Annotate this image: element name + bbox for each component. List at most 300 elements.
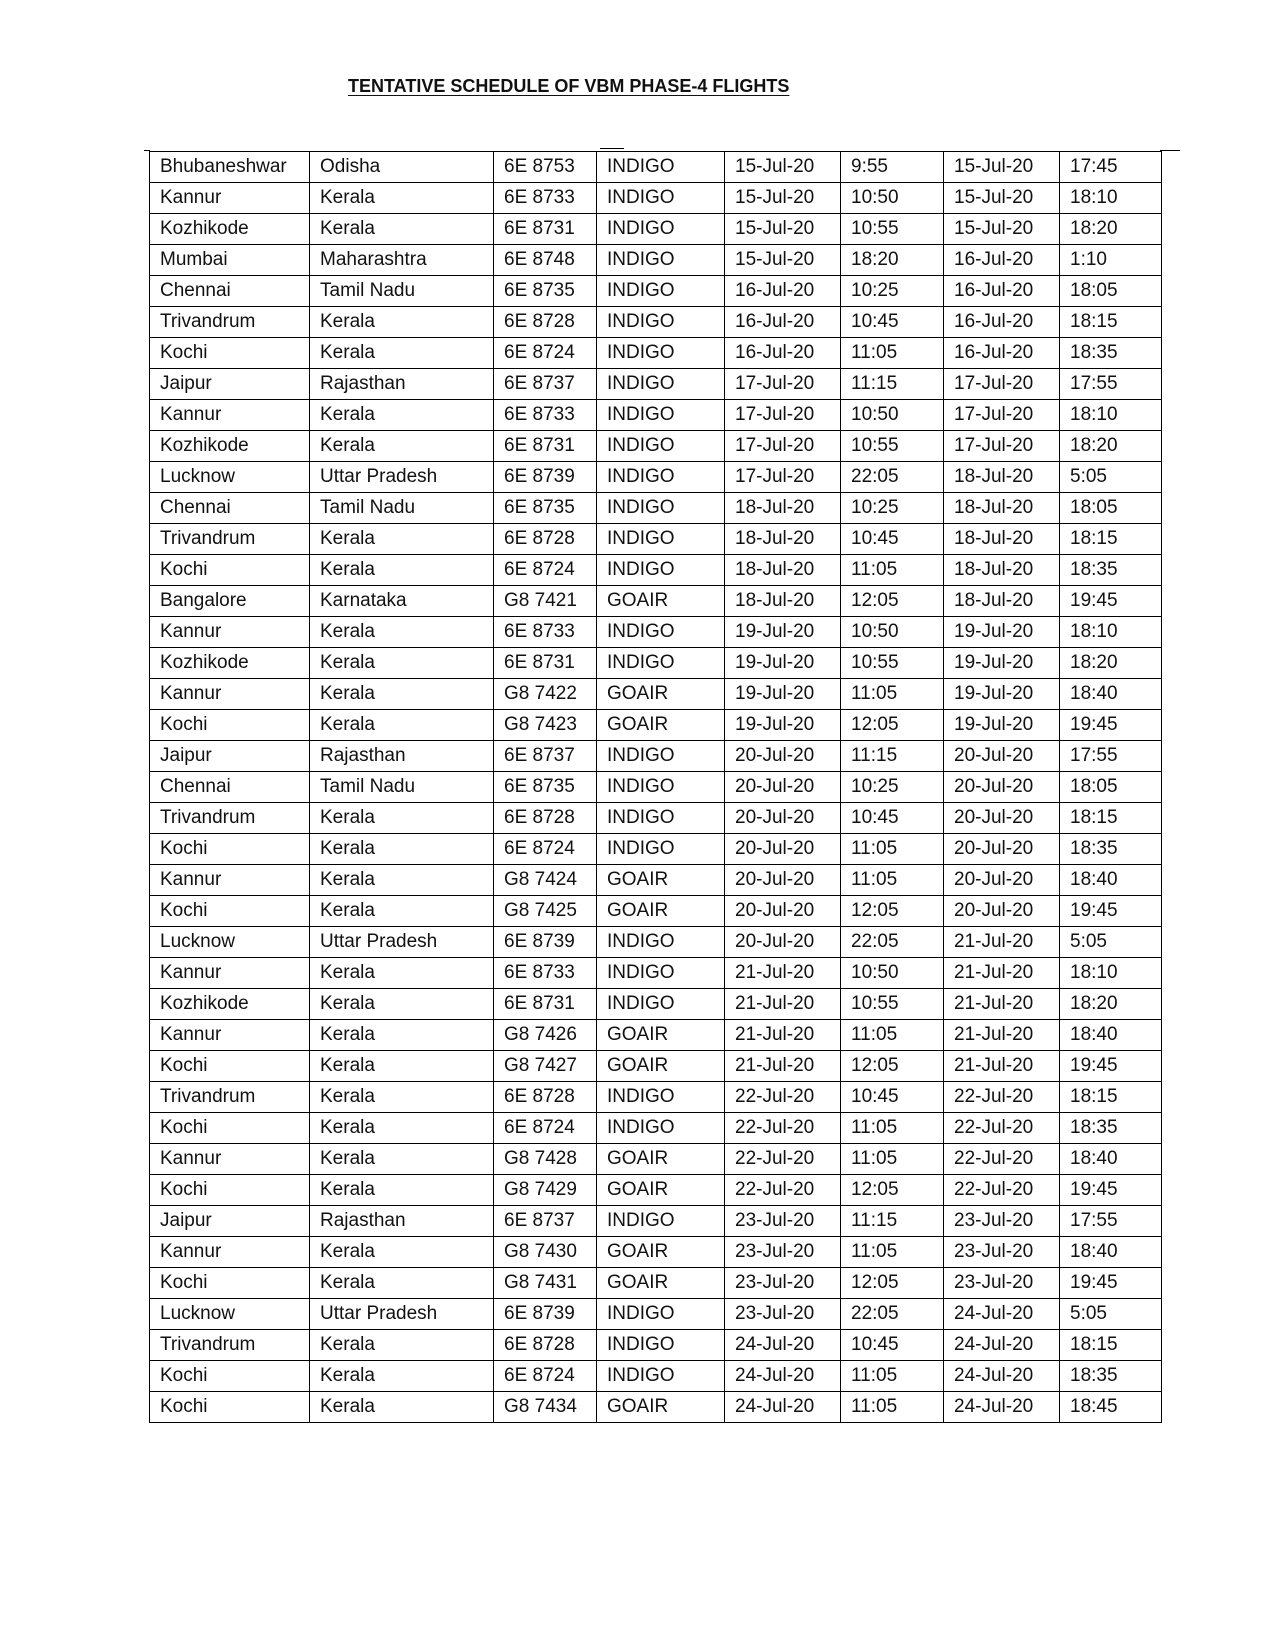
state-cell: Kerala	[310, 1144, 494, 1175]
departure-time-cell: 11:05	[841, 1392, 944, 1423]
airline-cell: INDIGO	[597, 307, 725, 338]
arrival-time-cell: 5:05	[1060, 927, 1162, 958]
arrival-date-cell: 16-Jul-20	[944, 307, 1060, 338]
table-row	[150, 865, 1162, 896]
city-cell: Chennai	[150, 276, 310, 307]
arrival-time-cell: 18:15	[1060, 307, 1162, 338]
departure-time-cell: 12:05	[841, 896, 944, 927]
flight-number-cell: 6E 8724	[494, 338, 597, 369]
state-cell: Kerala	[310, 989, 494, 1020]
departure-time-cell: 11:05	[841, 1020, 944, 1051]
arrival-date-cell: 22-Jul-20	[944, 1082, 1060, 1113]
arrival-time-cell: 18:35	[1060, 338, 1162, 369]
table-row	[150, 803, 1162, 834]
departure-time-cell: 10:45	[841, 803, 944, 834]
flight-number-cell: G8 7424	[494, 865, 597, 896]
airline-cell: GOAIR	[597, 1175, 725, 1206]
departure-time-cell: 18:20	[841, 245, 944, 276]
departure-date-cell: 23-Jul-20	[725, 1299, 841, 1330]
airline-cell: INDIGO	[597, 555, 725, 586]
city-cell: Jaipur	[150, 1206, 310, 1237]
departure-time-cell: 11:05	[841, 1361, 944, 1392]
departure-time-cell: 11:15	[841, 741, 944, 772]
airline-cell: INDIGO	[597, 462, 725, 493]
airline-cell: GOAIR	[597, 896, 725, 927]
table-row	[150, 1392, 1162, 1423]
city-cell: Kochi	[150, 896, 310, 927]
state-cell: Kerala	[310, 1268, 494, 1299]
airline-cell: INDIGO	[597, 803, 725, 834]
airline-cell: INDIGO	[597, 1113, 725, 1144]
table-row	[150, 958, 1162, 989]
arrival-date-cell: 16-Jul-20	[944, 245, 1060, 276]
airline-cell: GOAIR	[597, 710, 725, 741]
arrival-date-cell: 18-Jul-20	[944, 555, 1060, 586]
airline-cell: INDIGO	[597, 214, 725, 245]
arrival-date-cell: 18-Jul-20	[944, 462, 1060, 493]
city-cell: Lucknow	[150, 927, 310, 958]
arrival-date-cell: 18-Jul-20	[944, 524, 1060, 555]
arrival-date-cell: 20-Jul-20	[944, 772, 1060, 803]
city-cell: Mumbai	[150, 245, 310, 276]
city-cell: Kannur	[150, 1144, 310, 1175]
airline-cell: INDIGO	[597, 1299, 725, 1330]
arrival-date-cell: 21-Jul-20	[944, 1020, 1060, 1051]
flight-number-cell: 6E 8733	[494, 183, 597, 214]
departure-date-cell: 20-Jul-20	[725, 865, 841, 896]
arrival-date-cell: 17-Jul-20	[944, 400, 1060, 431]
state-cell: Kerala	[310, 710, 494, 741]
flight-schedule-body	[150, 152, 1162, 1423]
table-row	[150, 1020, 1162, 1051]
arrival-date-cell: 20-Jul-20	[944, 865, 1060, 896]
state-cell: Kerala	[310, 865, 494, 896]
arrival-time-cell: 18:35	[1060, 1361, 1162, 1392]
flight-number-cell: 6E 8735	[494, 772, 597, 803]
airline-cell: INDIGO	[597, 989, 725, 1020]
arrival-time-cell: 19:45	[1060, 1051, 1162, 1082]
city-cell: Trivandrum	[150, 1082, 310, 1113]
departure-date-cell: 17-Jul-20	[725, 400, 841, 431]
arrival-time-cell: 5:05	[1060, 1299, 1162, 1330]
table-row	[150, 1113, 1162, 1144]
airline-cell: INDIGO	[597, 834, 725, 865]
arrival-time-cell: 1:10	[1060, 245, 1162, 276]
arrival-date-cell: 22-Jul-20	[944, 1144, 1060, 1175]
table-row	[150, 679, 1162, 710]
arrival-date-cell: 16-Jul-20	[944, 276, 1060, 307]
arrival-time-cell: 18:10	[1060, 183, 1162, 214]
departure-time-cell: 10:55	[841, 214, 944, 245]
state-cell: Uttar Pradesh	[310, 462, 494, 493]
airline-cell: INDIGO	[597, 245, 725, 276]
airline-cell: INDIGO	[597, 927, 725, 958]
arrival-time-cell: 19:45	[1060, 586, 1162, 617]
state-cell: Kerala	[310, 400, 494, 431]
departure-time-cell: 12:05	[841, 1051, 944, 1082]
departure-date-cell: 22-Jul-20	[725, 1113, 841, 1144]
departure-time-cell: 10:50	[841, 617, 944, 648]
flight-number-cell: 6E 8728	[494, 803, 597, 834]
arrival-time-cell: 18:35	[1060, 555, 1162, 586]
table-row	[150, 710, 1162, 741]
airline-cell: GOAIR	[597, 1144, 725, 1175]
table-row	[150, 462, 1162, 493]
departure-time-cell: 9:55	[841, 152, 944, 183]
departure-date-cell: 17-Jul-20	[725, 431, 841, 462]
table-row	[150, 1330, 1162, 1361]
arrival-date-cell: 15-Jul-20	[944, 152, 1060, 183]
arrival-date-cell: 18-Jul-20	[944, 586, 1060, 617]
departure-date-cell: 20-Jul-20	[725, 803, 841, 834]
arrival-date-cell: 22-Jul-20	[944, 1175, 1060, 1206]
departure-date-cell: 15-Jul-20	[725, 183, 841, 214]
state-cell: Kerala	[310, 1330, 494, 1361]
state-cell: Rajasthan	[310, 741, 494, 772]
table-row	[150, 183, 1162, 214]
city-cell: Kochi	[150, 1392, 310, 1423]
departure-time-cell: 11:15	[841, 369, 944, 400]
departure-date-cell: 24-Jul-20	[725, 1330, 841, 1361]
city-cell: Kozhikode	[150, 431, 310, 462]
table-row	[150, 214, 1162, 245]
departure-time-cell: 11:05	[841, 834, 944, 865]
departure-date-cell: 17-Jul-20	[725, 369, 841, 400]
departure-time-cell: 10:50	[841, 958, 944, 989]
arrival-time-cell: 17:55	[1060, 369, 1162, 400]
arrival-date-cell: 21-Jul-20	[944, 927, 1060, 958]
departure-date-cell: 23-Jul-20	[725, 1206, 841, 1237]
departure-date-cell: 23-Jul-20	[725, 1237, 841, 1268]
departure-date-cell: 16-Jul-20	[725, 338, 841, 369]
table-row	[150, 524, 1162, 555]
arrival-time-cell: 18:10	[1060, 617, 1162, 648]
city-cell: Kannur	[150, 958, 310, 989]
table-row	[150, 1082, 1162, 1113]
departure-time-cell: 22:05	[841, 1299, 944, 1330]
departure-date-cell: 22-Jul-20	[725, 1082, 841, 1113]
airline-cell: INDIGO	[597, 741, 725, 772]
departure-time-cell: 12:05	[841, 1175, 944, 1206]
arrival-time-cell: 18:15	[1060, 524, 1162, 555]
flight-number-cell: G8 7430	[494, 1237, 597, 1268]
table-row	[150, 586, 1162, 617]
city-cell: Jaipur	[150, 741, 310, 772]
flight-number-cell: 6E 8735	[494, 493, 597, 524]
flight-number-cell: 6E 8739	[494, 927, 597, 958]
state-cell: Kerala	[310, 338, 494, 369]
arrival-date-cell: 20-Jul-20	[944, 741, 1060, 772]
arrival-time-cell: 18:10	[1060, 958, 1162, 989]
state-cell: Kerala	[310, 431, 494, 462]
departure-time-cell: 10:55	[841, 431, 944, 462]
flight-number-cell: 6E 8753	[494, 152, 597, 183]
departure-date-cell: 21-Jul-20	[725, 958, 841, 989]
arrival-time-cell: 18:40	[1060, 679, 1162, 710]
table-row	[150, 1361, 1162, 1392]
arrival-date-cell: 20-Jul-20	[944, 834, 1060, 865]
flight-number-cell: 6E 8724	[494, 1113, 597, 1144]
airline-cell: INDIGO	[597, 648, 725, 679]
state-cell: Kerala	[310, 896, 494, 927]
flight-number-cell: 6E 8728	[494, 524, 597, 555]
state-cell: Kerala	[310, 524, 494, 555]
city-cell: Trivandrum	[150, 307, 310, 338]
table-row	[150, 276, 1162, 307]
departure-date-cell: 22-Jul-20	[725, 1175, 841, 1206]
departure-time-cell: 11:05	[841, 679, 944, 710]
city-cell: Trivandrum	[150, 803, 310, 834]
city-cell: Bhubaneshwar	[150, 152, 310, 183]
departure-date-cell: 21-Jul-20	[725, 989, 841, 1020]
arrival-date-cell: 24-Jul-20	[944, 1392, 1060, 1423]
airline-cell: GOAIR	[597, 1051, 725, 1082]
arrival-date-cell: 19-Jul-20	[944, 679, 1060, 710]
state-cell: Kerala	[310, 1237, 494, 1268]
arrival-date-cell: 19-Jul-20	[944, 648, 1060, 679]
state-cell: Uttar Pradesh	[310, 927, 494, 958]
city-cell: Chennai	[150, 772, 310, 803]
flight-number-cell: G8 7434	[494, 1392, 597, 1423]
city-cell: Lucknow	[150, 1299, 310, 1330]
departure-time-cell: 22:05	[841, 462, 944, 493]
state-cell: Kerala	[310, 1392, 494, 1423]
state-cell: Karnataka	[310, 586, 494, 617]
departure-date-cell: 21-Jul-20	[725, 1020, 841, 1051]
state-cell: Maharashtra	[310, 245, 494, 276]
arrival-time-cell: 18:15	[1060, 803, 1162, 834]
flight-number-cell: 6E 8731	[494, 989, 597, 1020]
table-row	[150, 152, 1162, 183]
state-cell: Tamil Nadu	[310, 772, 494, 803]
flight-number-cell: 6E 8728	[494, 1330, 597, 1361]
airline-cell: INDIGO	[597, 524, 725, 555]
arrival-time-cell: 18:40	[1060, 1020, 1162, 1051]
airline-cell: INDIGO	[597, 1206, 725, 1237]
city-cell: Kannur	[150, 400, 310, 431]
airline-cell: INDIGO	[597, 183, 725, 214]
airline-cell: GOAIR	[597, 1268, 725, 1299]
city-cell: Trivandrum	[150, 524, 310, 555]
departure-date-cell: 16-Jul-20	[725, 307, 841, 338]
flight-number-cell: G8 7423	[494, 710, 597, 741]
arrival-time-cell: 18:15	[1060, 1330, 1162, 1361]
table-row	[150, 1206, 1162, 1237]
state-cell: Kerala	[310, 1082, 494, 1113]
airline-cell: GOAIR	[597, 679, 725, 710]
table-row	[150, 431, 1162, 462]
flight-number-cell: 6E 8739	[494, 1299, 597, 1330]
table-row	[150, 1144, 1162, 1175]
state-cell: Kerala	[310, 1051, 494, 1082]
departure-date-cell: 19-Jul-20	[725, 710, 841, 741]
airline-cell: GOAIR	[597, 1392, 725, 1423]
arrival-time-cell: 5:05	[1060, 462, 1162, 493]
departure-date-cell: 20-Jul-20	[725, 741, 841, 772]
flight-number-cell: 6E 8733	[494, 400, 597, 431]
arrival-date-cell: 19-Jul-20	[944, 617, 1060, 648]
state-cell: Tamil Nadu	[310, 276, 494, 307]
flight-number-cell: 6E 8737	[494, 741, 597, 772]
departure-date-cell: 18-Jul-20	[725, 524, 841, 555]
arrival-date-cell: 24-Jul-20	[944, 1330, 1060, 1361]
city-cell: Kochi	[150, 710, 310, 741]
flight-number-cell: G8 7426	[494, 1020, 597, 1051]
state-cell: Kerala	[310, 1175, 494, 1206]
state-cell: Kerala	[310, 617, 494, 648]
city-cell: Kochi	[150, 834, 310, 865]
departure-date-cell: 18-Jul-20	[725, 555, 841, 586]
city-cell: Kochi	[150, 338, 310, 369]
arrival-date-cell: 24-Jul-20	[944, 1299, 1060, 1330]
arrival-time-cell: 18:05	[1060, 772, 1162, 803]
arrival-time-cell: 17:45	[1060, 152, 1162, 183]
departure-date-cell: 15-Jul-20	[725, 152, 841, 183]
airline-cell: INDIGO	[597, 1330, 725, 1361]
departure-date-cell: 20-Jul-20	[725, 772, 841, 803]
departure-time-cell: 10:25	[841, 493, 944, 524]
arrival-time-cell: 17:55	[1060, 1206, 1162, 1237]
flight-number-cell: G8 7431	[494, 1268, 597, 1299]
arrival-date-cell: 18-Jul-20	[944, 493, 1060, 524]
state-cell: Kerala	[310, 679, 494, 710]
departure-date-cell: 21-Jul-20	[725, 1051, 841, 1082]
arrival-date-cell: 16-Jul-20	[944, 338, 1060, 369]
table-row	[150, 648, 1162, 679]
city-cell: Kannur	[150, 1020, 310, 1051]
state-cell: Tamil Nadu	[310, 493, 494, 524]
state-cell: Uttar Pradesh	[310, 1299, 494, 1330]
departure-time-cell: 11:05	[841, 865, 944, 896]
airline-cell: INDIGO	[597, 1082, 725, 1113]
arrival-time-cell: 18:45	[1060, 1392, 1162, 1423]
state-cell: Kerala	[310, 648, 494, 679]
table-border-stub-mid	[600, 148, 624, 149]
departure-date-cell: 20-Jul-20	[725, 927, 841, 958]
state-cell: Rajasthan	[310, 369, 494, 400]
arrival-date-cell: 24-Jul-20	[944, 1361, 1060, 1392]
departure-date-cell: 24-Jul-20	[725, 1392, 841, 1423]
arrival-time-cell: 19:45	[1060, 1175, 1162, 1206]
state-cell: Rajasthan	[310, 1206, 494, 1237]
departure-date-cell: 20-Jul-20	[725, 896, 841, 927]
arrival-date-cell: 19-Jul-20	[944, 710, 1060, 741]
arrival-date-cell: 21-Jul-20	[944, 958, 1060, 989]
state-cell: Kerala	[310, 803, 494, 834]
state-cell: Kerala	[310, 834, 494, 865]
city-cell: Kochi	[150, 1051, 310, 1082]
arrival-date-cell: 23-Jul-20	[944, 1268, 1060, 1299]
flight-number-cell: 6E 8733	[494, 617, 597, 648]
table-row	[150, 741, 1162, 772]
arrival-time-cell: 18:20	[1060, 989, 1162, 1020]
table-row	[150, 493, 1162, 524]
arrival-time-cell: 18:15	[1060, 1082, 1162, 1113]
flight-number-cell: 6E 8731	[494, 214, 597, 245]
city-cell: Kochi	[150, 1113, 310, 1144]
arrival-time-cell: 18:20	[1060, 648, 1162, 679]
table-row	[150, 1237, 1162, 1268]
arrival-time-cell: 19:45	[1060, 1268, 1162, 1299]
table-row	[150, 617, 1162, 648]
arrival-date-cell: 23-Jul-20	[944, 1206, 1060, 1237]
city-cell: Kannur	[150, 679, 310, 710]
city-cell: Chennai	[150, 493, 310, 524]
flight-number-cell: 6E 8724	[494, 1361, 597, 1392]
departure-time-cell: 10:45	[841, 524, 944, 555]
departure-time-cell: 12:05	[841, 710, 944, 741]
airline-cell: INDIGO	[597, 431, 725, 462]
flight-number-cell: 6E 8728	[494, 1082, 597, 1113]
arrival-time-cell: 19:45	[1060, 896, 1162, 927]
flight-schedule-table	[149, 151, 1162, 1423]
arrival-time-cell: 18:10	[1060, 400, 1162, 431]
departure-date-cell: 19-Jul-20	[725, 617, 841, 648]
table-row	[150, 1299, 1162, 1330]
city-cell: Bangalore	[150, 586, 310, 617]
state-cell: Kerala	[310, 1020, 494, 1051]
flight-number-cell: G8 7422	[494, 679, 597, 710]
arrival-date-cell: 21-Jul-20	[944, 1051, 1060, 1082]
departure-date-cell: 16-Jul-20	[725, 276, 841, 307]
state-cell: Kerala	[310, 214, 494, 245]
departure-time-cell: 10:45	[841, 1330, 944, 1361]
flight-number-cell: 6E 8724	[494, 555, 597, 586]
flight-number-cell: 6E 8733	[494, 958, 597, 989]
city-cell: Kannur	[150, 1237, 310, 1268]
table-row	[150, 245, 1162, 276]
airline-cell: INDIGO	[597, 400, 725, 431]
arrival-time-cell: 18:40	[1060, 1237, 1162, 1268]
arrival-time-cell: 17:55	[1060, 741, 1162, 772]
flight-number-cell: 6E 8731	[494, 431, 597, 462]
departure-time-cell: 11:05	[841, 555, 944, 586]
table-row	[150, 1175, 1162, 1206]
flight-number-cell: 6E 8724	[494, 834, 597, 865]
arrival-date-cell: 17-Jul-20	[944, 431, 1060, 462]
city-cell: Jaipur	[150, 369, 310, 400]
city-cell: Kochi	[150, 1175, 310, 1206]
table-row	[150, 989, 1162, 1020]
city-cell: Kannur	[150, 183, 310, 214]
state-cell: Kerala	[310, 307, 494, 338]
flight-number-cell: 6E 8748	[494, 245, 597, 276]
departure-time-cell: 11:05	[841, 1144, 944, 1175]
airline-cell: INDIGO	[597, 617, 725, 648]
departure-time-cell: 12:05	[841, 1268, 944, 1299]
arrival-time-cell: 18:35	[1060, 834, 1162, 865]
departure-time-cell: 11:05	[841, 338, 944, 369]
state-cell: Kerala	[310, 555, 494, 586]
table-row	[150, 772, 1162, 803]
city-cell: Kochi	[150, 1268, 310, 1299]
city-cell: Kozhikode	[150, 989, 310, 1020]
flight-number-cell: 6E 8737	[494, 1206, 597, 1237]
departure-date-cell: 18-Jul-20	[725, 493, 841, 524]
arrival-date-cell: 20-Jul-20	[944, 896, 1060, 927]
table-row	[150, 338, 1162, 369]
airline-cell: INDIGO	[597, 152, 725, 183]
page-title: TENTATIVE SCHEDULE OF VBM PHASE-4 FLIGHTS	[348, 76, 790, 96]
table-row	[150, 834, 1162, 865]
departure-time-cell: 10:55	[841, 648, 944, 679]
departure-time-cell: 11:15	[841, 1206, 944, 1237]
airline-cell: GOAIR	[597, 1237, 725, 1268]
departure-date-cell: 19-Jul-20	[725, 679, 841, 710]
airline-cell: GOAIR	[597, 865, 725, 896]
airline-cell: INDIGO	[597, 493, 725, 524]
city-cell: Kozhikode	[150, 648, 310, 679]
